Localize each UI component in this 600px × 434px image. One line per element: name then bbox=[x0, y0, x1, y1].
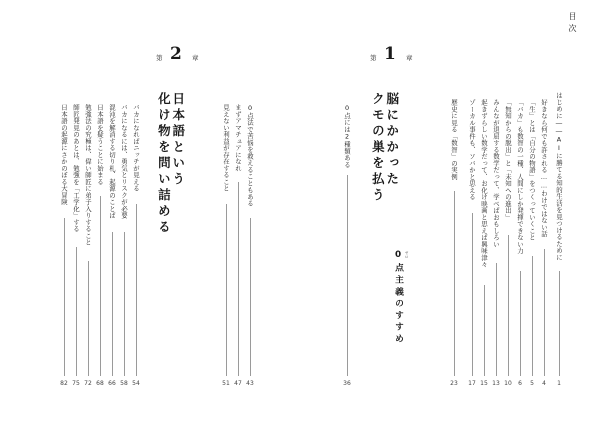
chapter1-entry-1-page: 36 bbox=[343, 380, 351, 387]
chapter2-entry-a3-leader bbox=[226, 204, 227, 376]
front-heading-page: 1 bbox=[557, 380, 561, 387]
chapter2-entry-b5: 勉強法の究極は、偉い師匠に弟子入りすること bbox=[84, 104, 92, 246]
chapter2-entry-b5-leader bbox=[88, 261, 89, 376]
chapter2-entry-b3-page: 66 bbox=[108, 380, 116, 387]
front-entry-2-page: 5 bbox=[530, 380, 534, 387]
chapter2-entry-b3-leader bbox=[112, 232, 113, 376]
chapter2-entry-b2: バカになるには、勇気とリスクが必要 bbox=[120, 104, 128, 219]
front-entry-5: みんなが退屈する数学だって、学べばおもしろい bbox=[492, 99, 500, 248]
chapter2-entry-b3: 混沌を解消する切り札、起源のことば bbox=[108, 104, 116, 219]
chapter1-title-line2: クモの巣を払う bbox=[370, 92, 386, 204]
front-heading: はじめに――AIに勝てる知的生活を見つけるために bbox=[555, 92, 563, 261]
front-entry-2-leader bbox=[532, 256, 533, 376]
chapter1-subtitle: 0点主義のすすめ bbox=[393, 250, 403, 346]
chapter2-entry-a1-leader bbox=[250, 218, 251, 376]
chapter2-entry-b1-page: 54 bbox=[132, 380, 140, 387]
chapter1-entry-1-leader bbox=[347, 175, 348, 376]
chapter2-title-line2: 化け物を問い詰める bbox=[156, 92, 172, 236]
front-entry-8-leader bbox=[454, 191, 455, 376]
front-entry-3-leader bbox=[520, 271, 521, 376]
chapter1-label bbox=[370, 44, 416, 68]
front-entry-7: ゾーカル事件も、ソバかと思える bbox=[468, 99, 476, 201]
chapter2-entry-a1: 0点法で苦悩を救えることもある bbox=[246, 104, 254, 207]
chapter2-title bbox=[156, 92, 185, 236]
chapter2-entry-b6-page: 75 bbox=[72, 380, 80, 387]
chapter1-label-pre: 第 bbox=[370, 54, 377, 62]
front-entry-6-page: 15 bbox=[480, 380, 488, 387]
chapter2-entry-a3-page: 51 bbox=[222, 380, 230, 387]
chapter2-label-pre: 第 bbox=[156, 54, 163, 62]
front-entry-1: 好きなら何でも許される……わけではない話 bbox=[540, 99, 548, 238]
front-entry-3-page: 6 bbox=[518, 380, 522, 387]
chapter1-label-post: 章 bbox=[406, 54, 413, 62]
chapter2-entry-b6: 師匠発見のあとは、勉強を「工学化」する bbox=[72, 104, 80, 233]
chapter2-entry-a1-page: 43 bbox=[246, 380, 254, 387]
front-heading-leader bbox=[559, 271, 560, 376]
chapter2-entry-b4-leader bbox=[100, 196, 101, 376]
front-entry-1-page: 4 bbox=[542, 380, 546, 387]
chapter2-title-line1: 日本語という bbox=[170, 92, 186, 188]
chapter2-entry-b5-page: 72 bbox=[84, 380, 92, 387]
front-entry-8-page: 23 bbox=[450, 380, 458, 387]
front-entry-5-page: 13 bbox=[492, 380, 500, 387]
chapter2-entry-a2: まずアマチュアになれ bbox=[234, 104, 242, 172]
chapter1-title bbox=[370, 92, 399, 204]
chapter2-entry-b1-leader bbox=[136, 204, 137, 376]
chapter1-number: 1 bbox=[384, 44, 396, 64]
chapter2-label-post: 章 bbox=[192, 54, 199, 62]
chapter2-entry-b7-page: 82 bbox=[60, 380, 68, 387]
front-entry-4-leader bbox=[508, 235, 509, 376]
chapter2-entry-b7: 日本語の起源にさかのぼる大冒険 bbox=[60, 104, 68, 206]
chapter2-number: 2 bbox=[170, 44, 182, 64]
chapter2-entry-b2-leader bbox=[124, 232, 125, 376]
chapter1-subtitle-ruby: ゼロ bbox=[405, 251, 409, 259]
chapter2-entry-a3: 見えない利益が存在すること bbox=[222, 104, 230, 192]
front-entry-8: 歴史に見る「数智」の実例 bbox=[450, 99, 458, 180]
front-entry-6-leader bbox=[484, 285, 485, 376]
front-entry-5-leader bbox=[496, 263, 497, 376]
toc-title: 目次 bbox=[568, 12, 577, 36]
chapter2-entry-b2-page: 58 bbox=[120, 380, 128, 387]
chapter2-label bbox=[156, 44, 202, 68]
chapter2-entry-a2-leader bbox=[238, 182, 239, 376]
chapter2-entry-b6-leader bbox=[76, 247, 77, 376]
front-entry-7-leader bbox=[472, 213, 473, 376]
chapter1-entry-1: 0点には2種類ある bbox=[343, 104, 351, 168]
front-entry-4-page: 10 bbox=[504, 380, 512, 387]
front-entry-4: 「無知からの脱出」と「未知への進出」 bbox=[504, 99, 512, 221]
front-entry-7-page: 17 bbox=[468, 380, 476, 387]
chapter2-entry-a2-page: 47 bbox=[234, 380, 242, 387]
front-entry-1-leader bbox=[544, 249, 545, 376]
chapter2-entry-b1: バカになればニッチが見える bbox=[132, 104, 140, 192]
front-entry-3: 「バカ」も数智の一種、人間にしか発揮できない力 bbox=[516, 99, 524, 255]
front-entry-2: 「生」とは「自分の物語」をつくっていくこと bbox=[528, 99, 536, 241]
chapter2-entry-b7-leader bbox=[64, 218, 65, 376]
chapter2-entry-b4: 日本語を疑うことに始まる bbox=[96, 104, 104, 185]
chapter2-entry-b4-page: 68 bbox=[96, 380, 104, 387]
front-entry-6: 起きずらしい数学だって、お化け映画と思えば興味津々 bbox=[480, 99, 488, 268]
chapter1-title-line1: 脳にかかった bbox=[384, 92, 400, 188]
